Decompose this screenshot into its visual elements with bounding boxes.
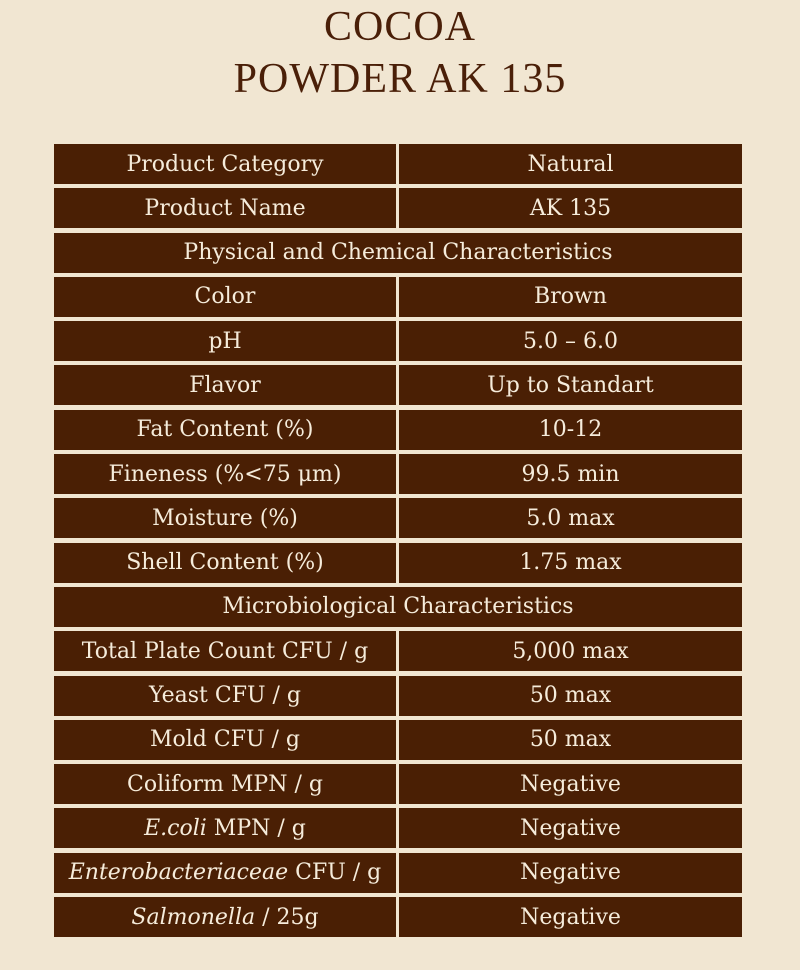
row-label-rest: MPN / g: [206, 815, 306, 841]
row-value: AK 135: [399, 188, 742, 228]
table-row: [54, 764, 742, 804]
table-row: [54, 277, 742, 317]
row-label: [54, 853, 396, 893]
row-value: 5.0 – 6.0: [399, 321, 742, 361]
table-row: [54, 188, 742, 228]
row-label: Mold CFU / g: [54, 720, 396, 760]
row-label: Fat Content (%): [54, 410, 396, 450]
table-row: [54, 498, 742, 538]
section-header: Microbiological Characteristics: [54, 587, 742, 627]
row-label-rest: / 25g: [255, 904, 319, 930]
row-value: Natural: [399, 144, 742, 184]
row-label: pH: [54, 321, 396, 361]
section-header-row: [54, 587, 742, 627]
row-value: 1.75 max: [399, 543, 742, 583]
table-row: [54, 676, 742, 716]
row-label: Fineness (%<75 μm): [54, 454, 396, 494]
table-row: [54, 897, 742, 937]
row-value: Negative: [399, 764, 742, 804]
row-label: Color: [54, 277, 396, 317]
table-row: [54, 321, 742, 361]
row-value: 5,000 max: [399, 631, 742, 671]
row-label: Yeast CFU / g: [54, 676, 396, 716]
row-label-italic: E.coli: [144, 815, 207, 841]
row-value: 5.0 max: [399, 498, 742, 538]
row-label: Flavor: [54, 365, 396, 405]
specification-table: [54, 144, 742, 941]
row-value: 50 max: [399, 720, 742, 760]
row-label: [54, 897, 396, 937]
page-title-line-1: COCOA: [323, 4, 477, 50]
row-label: Shell Content (%): [54, 543, 396, 583]
row-value: Negative: [399, 897, 742, 937]
row-value: Negative: [399, 808, 742, 848]
table-row: [54, 808, 742, 848]
table-row: [54, 144, 742, 184]
row-value: 10-12: [399, 410, 742, 450]
table-row: [54, 631, 742, 671]
section-header-row: [54, 233, 742, 273]
row-label-rest: CFU / g: [288, 860, 382, 886]
row-label: Product Name: [54, 188, 396, 228]
row-value: 99.5 min: [399, 454, 742, 494]
page-title-line-2: POWDER AK 135: [233, 56, 567, 102]
section-header: Physical and Chemical Characteristics: [54, 233, 742, 273]
row-label: Total Plate Count CFU / g: [54, 631, 396, 671]
row-label-italic: Enterobacteriaceae: [68, 860, 289, 886]
row-label-italic: Salmonella: [131, 904, 256, 930]
row-label: Coliform MPN / g: [54, 764, 396, 804]
table-row: [54, 365, 742, 405]
row-value: Brown: [399, 277, 742, 317]
table-row: [54, 720, 742, 760]
row-label: [54, 808, 396, 848]
table-row: [54, 454, 742, 494]
row-label: Moisture (%): [54, 498, 396, 538]
row-value: Up to Standart: [399, 365, 742, 405]
row-value: Negative: [399, 853, 742, 893]
row-label: Product Category: [54, 144, 396, 184]
table-row: [54, 410, 742, 450]
table-row: [54, 853, 742, 893]
row-value: 50 max: [399, 676, 742, 716]
table-row: [54, 543, 742, 583]
